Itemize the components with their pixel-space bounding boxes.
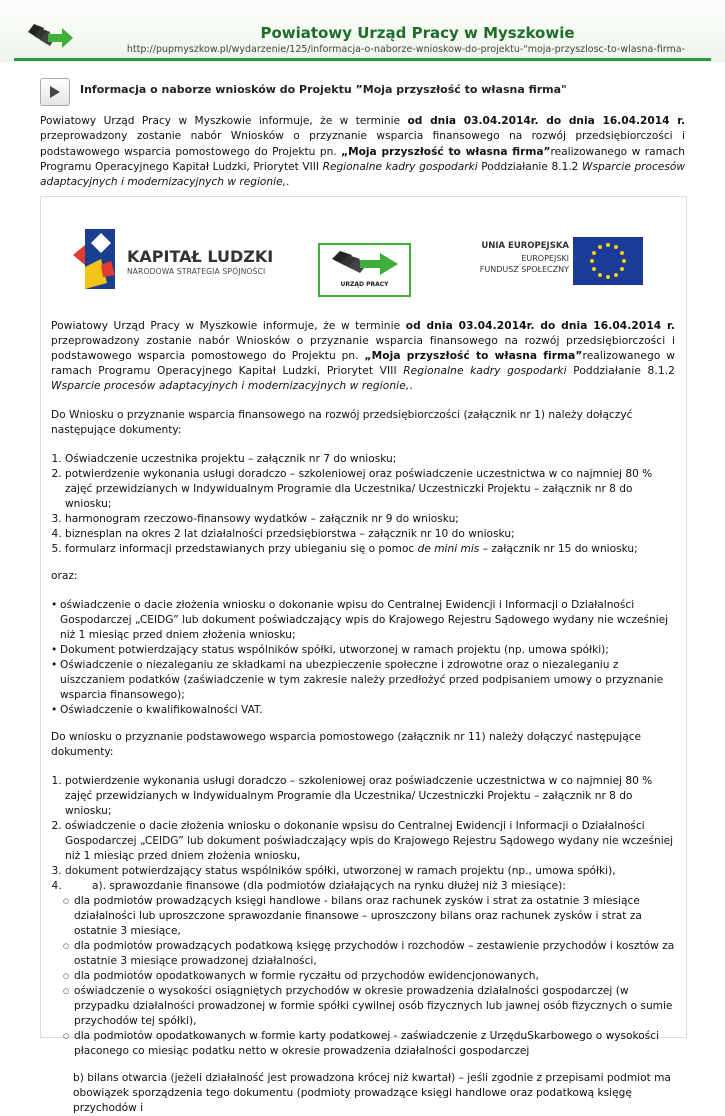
- list-item: 4. a). sprawozdanie finansowe (dla podmiotów działających na rynku dłużej niż 3 miesiące):: [65, 879, 675, 894]
- bullet-list: [51, 598, 675, 718]
- urzad-pracy-icon: [330, 249, 400, 279]
- list-item: ○ dla podmiotów opodatkowanych w formie ryczałtu od przychodów ewidencjonowanych,: [63, 969, 675, 984]
- page-url[interactable]: http://pupmyszkow.pl/wydarzenie/125/informacja-o-naborze-wnioskow-do-projektu-"moja-przyszlosc-to-wlasna-firma-: [126, 44, 685, 55]
- documents-intro: Do Wniosku o przyznanie wsparcia finansowego na rozwój przedsiębiorczości (załącznik nr 1) należy dołączyć następujące dokumenty:: [51, 409, 633, 436]
- list-item: 4. biznesplan na okres 2 lat działalności przedsiębiorstwa – załącznik nr 10 do wniosku;: [65, 527, 675, 542]
- back-button[interactable]: [40, 78, 70, 106]
- financial-report-sublist: [51, 894, 675, 1059]
- documents-list: [51, 452, 675, 557]
- pup-logo: [26, 22, 74, 56]
- kapital-ludzki-subtitle: NARODOWA STRATEGIA SPÓJNOŚCI: [127, 267, 266, 276]
- bridge-intro: Do wniosku o przyznanie podstawowego wsparcia pomostowego (załącznik nr 11) należy dołączyć następujące dokumenty:: [51, 731, 642, 758]
- list-item: ○ dla podmiotów prowadzących księgi handlowe - bilans oraz rachunek zysków i strat za ostatnie 3 miesiące działalności lub uproszczone sprawozdanie finansowe – uproszczony bilans oraz rachunek zysków i strat za ostatnie 3 miesiące,: [63, 894, 675, 939]
- kapital-ludzki-icon: [71, 225, 131, 293]
- list-item: ○ dla podmiotów opodatkowanych w formie karty podatkowej - zaświadczenie z UrzęduSkarbowego o wysokości płaconego co miesiąc podatku netto w okresie prowadzenia działalności gospodarczej: [63, 1029, 675, 1059]
- logo-bar: [41, 197, 686, 307]
- list-item: • Oświadczenie o kwalifikowalności VAT.: [51, 703, 675, 718]
- urzad-pracy-label: URZĄD PRACY: [340, 281, 389, 288]
- oraz-label: oraz:: [51, 570, 78, 582]
- header-divider: [14, 58, 711, 61]
- list-item: • Oświadczenie o niezaleganiu ze składkami na ubezpieczenie społeczne i zdrowotne oraz o niezaleganiu z uiszczaniem podatków (zaświadczenie w tym zakresie należy przedłożyć przed podpisaniem umowy o przyznanie wsparcia finansowego);: [51, 658, 675, 703]
- article-content: [51, 319, 675, 1116]
- arrow-right-icon: [49, 85, 61, 99]
- article-body-frame: [40, 196, 687, 1114]
- list-item: 2. oświadczenie o dacie złożenia wniosku o dokonanie wpsisu do Centralnej Ewidencji i Informacji o Działalności Gospodarczej „CEIDG” lub dokument poświadczający wpis do Krajowego Rejestru Sądowego wydany nie wcześniej niż 1 miesiąc przed dniem złożenia wniosku,: [65, 819, 675, 864]
- intro-paragraph: Powiatowy Urząd Pracy w Myszkowie informuje, że w terminie od dnia 03.04.2014r. do dnia 16.04.2014 r. przeprowadzony zostanie nabór Wniosków o przyznanie wsparcia finansowego na rozwój przedsiębiorczości i podstawowego wsparcia pomostowego do Projektu pn. „Moja przyszłość to własna firma”realizowanego w ramach Programu Operacyjnego Kapitał Ludzki, Priorytet VIII Regionalne kadry gospodarki Poddziałanie 8.1.2 Wsparcie procesów adaptacyjnych i modernizacyjnych w regionie,.: [51, 320, 675, 392]
- article-intro: Powiatowy Urząd Pracy w Myszkowie informuje, że w terminie od dnia 03.04.2014r. do dnia 16.04.2014 r. przeprowadzony zostanie nabór Wniosków o przyznanie wsparcia finansowego na rozwój przedsiębiorczości i podstawowego wsparcia pomostowego do Projektu pn. „Moja przyszłość to własna firma”realizowanego w ramach Programu Operacyjnego Kapitał Ludzki, Priorytet VIII Regionalne kadry gospodarki Poddziałanie 8.1.2 Wsparcie procesów adaptacyjnych i modernizacyjnych w regionie,.: [40, 115, 686, 189]
- list-item: 3. dokument potwierdzający status wspólników spółki, utworzonej w ramach projektu (np., umowa spółki),: [65, 864, 675, 879]
- eu-line-1: UNIA EUROPEJSKA: [481, 241, 569, 251]
- eu-line-3: FUNDUSZ SPOŁECZNY: [479, 265, 569, 274]
- eu-line-2: EUROPEJSKI: [521, 254, 569, 263]
- urzad-pracy-logo: [318, 243, 411, 297]
- page-header: [0, 0, 725, 62]
- page-title: Powiatowy Urząd Pracy w Myszkowie: [260, 24, 575, 42]
- list-item: 5. formularz informacji przedstawianych przy ubieganiu się o pomoc de mini mis – załącznik nr 15 do wniosku;: [65, 542, 675, 557]
- opening-balance-paragraph: b) bilans otwarcia (jeżeli działalność jest prowadzona krócej niż kwartał) – jeśli zgodnie z przepisami podmiot ma obowiązek sporządzenia tego dokumentu (podmioty prowadzące księgi handlowe oraz podatkową księgę przychodów i: [73, 1072, 671, 1114]
- list-item: • oświadczenie o dacie złożenia wniosku o dokonanie wpisu do Centralnej Ewidencji i Informacji o Działalności Gospodarczej „CEIDG” lub dokument poświadczający wpis do Krajowego Rejestru Sądowego wydany nie wcześniej niż 1 miesiąc przed dniem złożenia wniosku;: [51, 598, 675, 643]
- list-item: 1. potwierdzenie wykonania usługi doradczo – szkoleniowej oraz poświadczenie uczestnictwa w co najmniej 80 % zajęć przewidzianych w Indywidualnym Programie dla Uczestnika/ Uczestniczki Projektu – załącznik nr 8 do wniosku;: [65, 774, 675, 819]
- list-item: 3. harmonogram rzeczowo-finansowy wydatków – załącznik nr 9 do wniosku;: [65, 512, 675, 527]
- list-item: • Dokument potwierdzający status wspólników spółki, utworzonej w ramach projektu (np. umowa spółki);: [51, 643, 675, 658]
- kapital-ludzki-title: KAPITAŁ LUDZKI: [127, 247, 274, 266]
- article-title: Informacja o naborze wniosków do Projektu ”Moja przyszłość to własna firma": [80, 83, 567, 96]
- list-item: 2. potwierdzenie wykonania usługi doradczo – szkoleniowej oraz poświadczenie uczestnictwa w co najmniej 80 % zajęć przewidzianych w Indywidualnym Programie dla Uczestnika/ Uczestniczki Projektu – załącznik nr 8 do wniosku;: [65, 467, 675, 512]
- list-item: ○ oświadczenie o wysokości osiągniętych przychodów w okresie prowadzenia działalności gospodarczej (w przypadku działalności prowadzonej w formie spółki cywilnej osób fizycznych lub jawnej osób fizycznych o sumie przychodów tej spółki),: [63, 984, 675, 1029]
- list-item: ○ dla podmiotów prowadzących podatkową księgę przychodów i rozchodów – zestawienie przychodów i kosztów za ostatnie 3 miesiące prowadzonej działalności,: [63, 939, 675, 969]
- eu-text: [453, 241, 569, 274]
- list-item: 1. Oświadczenie uczestnika projektu – załącznik nr 7 do wniosku;: [65, 452, 675, 467]
- bridge-documents-list: [51, 774, 675, 894]
- eu-flag-icon: [573, 237, 643, 285]
